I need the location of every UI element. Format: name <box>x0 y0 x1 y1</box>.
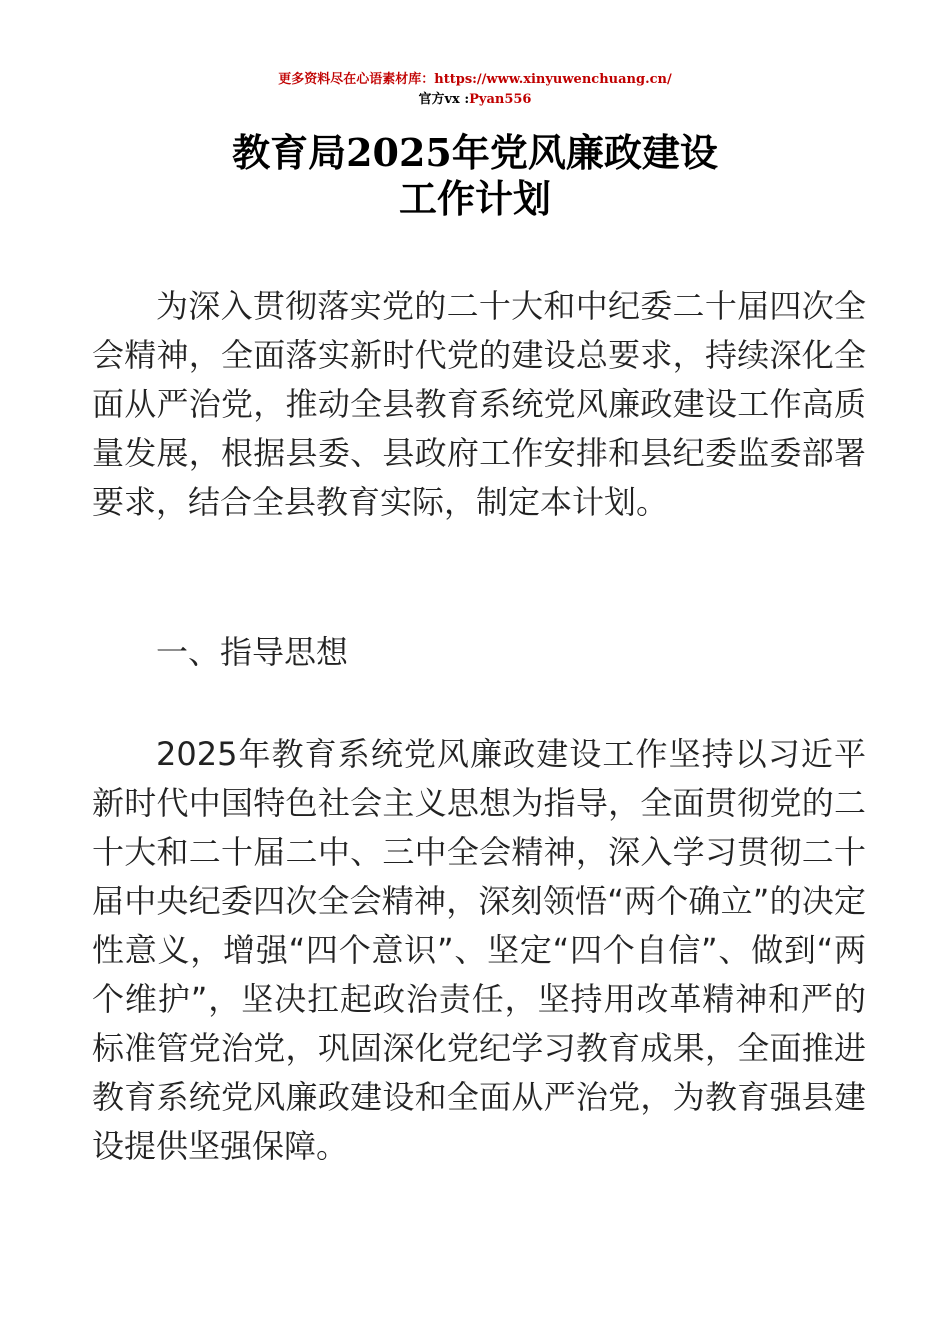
title-line-1: 教育局2025年党风廉政建设 <box>232 130 718 175</box>
page-header <box>0 70 950 110</box>
section-heading-guiding-ideology: 一、指导思想 <box>156 633 349 671</box>
intro-paragraph: 为深入贯彻落实党的二十大和中纪委二十届四次全会精神，全面落实新时代党的建设总要求，持续深化全面从严治党，推动全县教育系统党风廉政建设工作高质量发展，根据县委、县政府工作安排和县纪委监委部署要求，结合全县教育实际，制定本计划。 <box>92 287 866 521</box>
document-title <box>0 130 950 222</box>
section-body-guiding-ideology: 2025年教育系统党风廉政建设工作坚持以习近平新时代中国特色社会主义思想为指导，全面贯彻党的二十大和二十届二中、三中全会精神，深入学习贯彻二十届中央纪委四次全会精神，深刻领悟“两个确立”的决定性意义，增强“四个意识”、坚定“四个自信”、做到“两个维护”，坚决扛起政治责任，坚持用改革精神和严的标准管党治党，巩固深化党纪学习教育成果，全面推进教育系统党风廉政建设和全面从严治党，为教育强县建设提供坚强保障。 <box>92 735 866 1165</box>
title-line-2: 工作计划 <box>398 176 551 221</box>
header-contact-line <box>0 90 950 110</box>
header-vx-id: Pyan556 <box>469 92 532 107</box>
header-resource-line: 更多资料尽在心语素材库：https://www.xinyuwenchuang.cn/ <box>278 72 672 87</box>
header-vx-label: 官方vx : <box>418 92 470 107</box>
